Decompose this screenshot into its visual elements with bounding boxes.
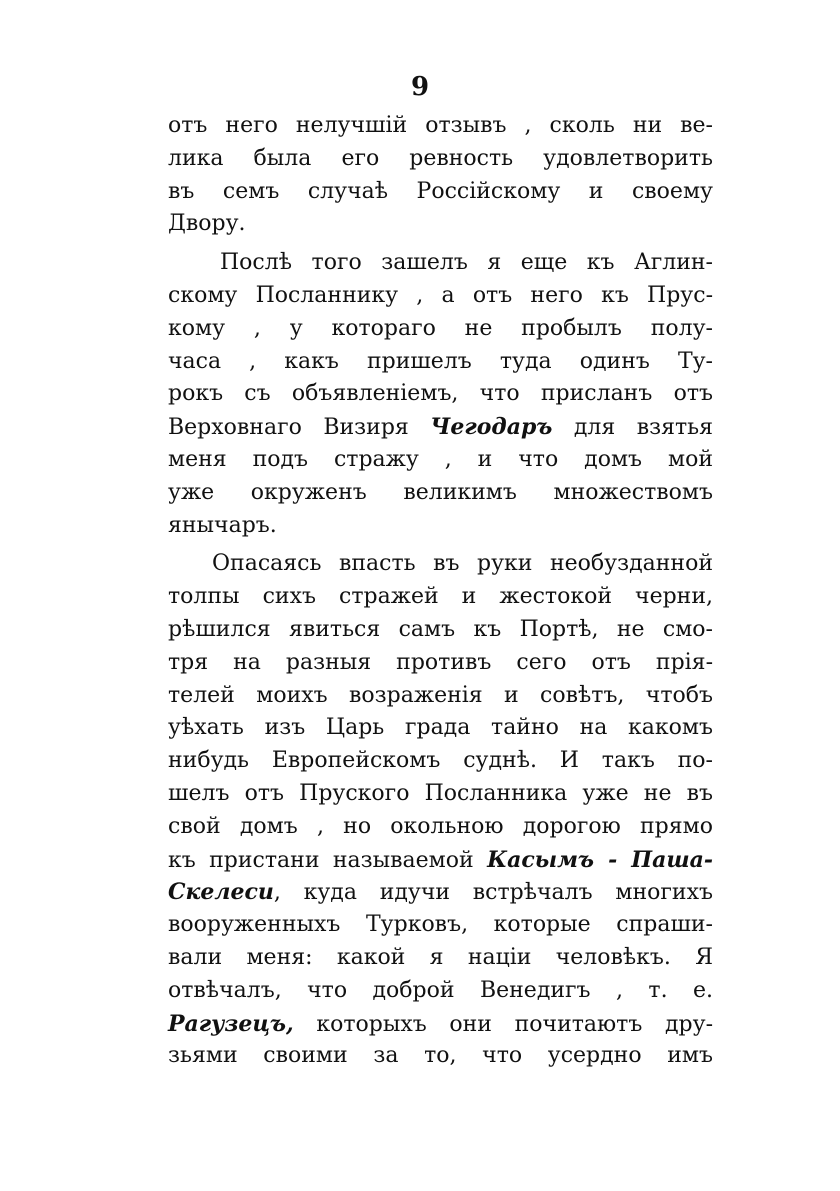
text-run: Верховнаго Визиря (168, 415, 431, 441)
text-line: Опасаясь впасть въ руки необузданной (212, 551, 713, 577)
text-run: , куда идучи встрѣчалъ многихъ (273, 880, 713, 906)
text-line: уѣхать изъ Царь града тайно на какомъ (168, 715, 713, 741)
text-line: тря на разныя противъ сего отъ прія- (168, 649, 713, 675)
text-line: рокъ съ объявленіемъ, что присланъ отъ (168, 381, 713, 407)
text-line: вооруженныхъ Турковъ, которые спраши- (168, 912, 713, 938)
text-line: меня подъ стражу , и что домъ мой (168, 446, 713, 472)
text-run: которыхъ они почитаютъ дру- (293, 1011, 713, 1037)
text-line (168, 1008, 713, 1041)
text-line: уже окруженъ великимъ множествомъ (168, 479, 713, 505)
text-line (168, 844, 713, 877)
text-run: къ пристани называемой (168, 847, 488, 873)
text-run: для взятья (552, 415, 713, 441)
text-line: толпы сихъ стражей и жестокой черни, (168, 584, 713, 610)
text-line: рѣшился явиться самъ къ Портѣ, не смо- (168, 616, 713, 642)
page-number: 9 (410, 72, 430, 102)
paragraph-2 (168, 247, 713, 542)
text-line: отъ него нелучшій отзывъ , сколь ни ве- (168, 113, 713, 138)
paragraph-1 (168, 110, 713, 241)
text-line: въ семъ случаѣ Россійскому и своему (168, 178, 713, 204)
text-line: янычаръ. (168, 512, 277, 538)
text-line: скому Посланнику , а отъ него къ Прус- (168, 282, 713, 308)
text-line: часа , какъ пришелъ туда одинъ Ту- (168, 348, 713, 374)
text-line: вали меня: какой я націи человѣкъ. Я (168, 944, 713, 970)
italic-name: Касымъ - Паша- (487, 846, 713, 873)
body-text (168, 110, 713, 1073)
text-line: кому , у котораго не пробылъ полу- (168, 315, 713, 341)
text-line: лика была его ревность удовлетворить (168, 145, 713, 171)
text-line: Послѣ того зашелъ я еще къ Аглин- (220, 250, 713, 276)
text-line (168, 411, 713, 444)
italic-name: Чегодаръ (430, 414, 553, 441)
text-line: телей моихъ возраженія и совѣтъ, чтобъ (168, 682, 713, 708)
text-line: отвѣчалъ, что доброй Венедигъ , т. е. (168, 977, 713, 1003)
text-line: зьями своими за то, что усердно имъ (168, 1043, 713, 1069)
italic-name: Скелеси (168, 879, 274, 906)
text-line (168, 876, 713, 909)
paragraph-3 (168, 548, 713, 1073)
text-line: свой домъ , но окольною дорогою прямо (168, 813, 713, 839)
italic-name: Рагузецъ, (168, 1010, 294, 1037)
text-line: нибудь Европейскомъ суднѣ. И такъ по- (168, 748, 713, 774)
text-line: Двору. (168, 211, 246, 237)
text-line: шелъ отъ Пруского Посланника уже не въ (168, 780, 713, 806)
